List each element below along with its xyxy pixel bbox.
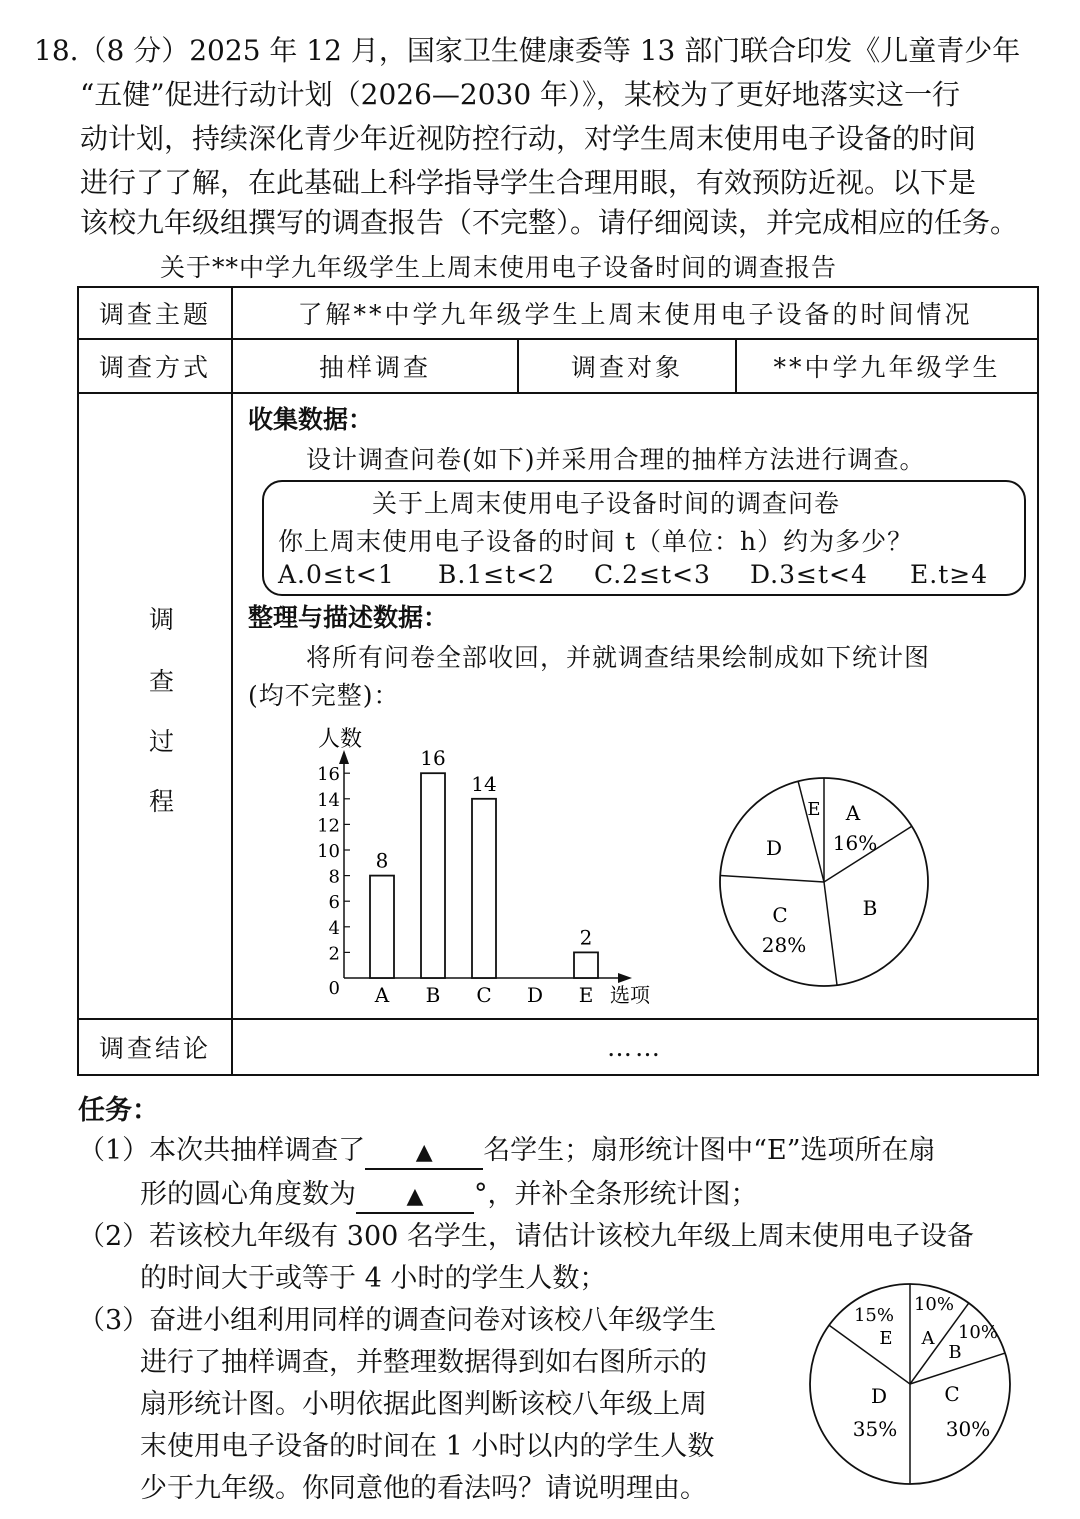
x-tick-label: D [526,983,544,1007]
y-tick-label: 16 [317,764,340,786]
y-tick-label: 14 [317,789,340,811]
topic-label: 调查主题 [78,287,232,339]
option-b: B.1≤t<2 [438,560,556,589]
pie-slice-label-e: E [807,799,821,820]
option-d: D.3≤t<4 [750,560,868,589]
object-label: 调查对象 [518,339,736,393]
task-3-line-4: 末使用电子设备的时间在 1 小时以内的学生人数 [140,1431,715,1462]
pie-slice-percent-c: 30% [945,1417,991,1441]
y-axis-label: 人数 [318,727,363,752]
process-label-char-3: 过 [149,727,175,756]
pie-slice-label-c: C [772,903,788,927]
task-1-text-d: °，并补全条形统计图； [474,1179,758,1210]
y-tick-label: 10 [317,841,340,862]
method-label: 调查方式 [78,339,232,393]
pie-slice-label-c: C [944,1382,960,1406]
process-label-char-4: 程 [149,787,175,816]
method-value: 抽样调查 [232,339,518,393]
bar-value-label: 14 [471,771,497,796]
bar-c [472,799,496,978]
task-3-line-1: （3）奋进小组利用同样的调查问卷对该校八年级学生 [78,1305,717,1336]
y-tick-label: 4 [328,917,340,939]
y-tick-label: 8 [328,866,340,888]
y-tick-label: 6 [328,892,340,914]
y-tick-label: 12 [317,815,340,837]
problem-intro-line-4: 进行了了解，在此基础上科学指导学生合理用眼，有效预防近视。以下是 [80,166,977,199]
x-tick-label: B [425,983,441,1007]
pie-slice-label-a: A [845,801,861,825]
x-axis-label: 选项 [610,983,650,1007]
questionnaire-title: 关于上周末使用电子设备时间的调查问卷 [372,489,841,518]
option-a: A.0≤t<1 [278,560,395,589]
x-tick-label: C [476,983,492,1007]
pie-slice-percent-a: 10% [913,1294,955,1315]
y-tick-label: 0 [328,978,340,999]
bar-a [370,876,394,978]
task-1-blank-1[interactable]: ▲ [365,1138,483,1170]
object-value: **中学九年级学生 [736,339,1038,393]
report-title: 关于**中学九年级学生上周末使用电子设备时间的调查报告 [160,253,838,282]
x-tick-label: E [578,983,594,1007]
pie-slice-percent-c: 28% [761,933,807,957]
task-1-line-1 [78,1128,936,1170]
problem-intro-line-3: 动计划，持续深化青少年近视防控行动，对学生周末使用电子设备的时间 [80,122,977,155]
bar-e [574,952,598,978]
pie-slice-label-e: E [879,1328,893,1349]
process-label-char-2: 查 [149,667,175,696]
y-axis-arrow [339,750,349,764]
bar-b [421,773,445,978]
organize-text-1: 将所有问卷全部收回，并就调查结果绘制成如下统计图 [306,643,931,672]
bar-value-label: 8 [375,848,389,873]
x-tick-label: A [374,983,390,1007]
task-1-text-c: 形的圆心角度数为 [140,1179,356,1210]
bar-value-label: 2 [579,925,593,950]
pie-slice-percent-d: 35% [852,1417,898,1441]
collect-text: 设计调查问卷(如下)并采用合理的抽样方法进行调查。 [306,445,926,474]
task-2-line-1: （2）若该校九年级有 300 名学生，请估计该校九年级上周末使用电子设备 [78,1221,974,1252]
pie-slice-label-b: B [862,896,878,920]
pie-slice-percent-b: 10% [957,1322,999,1343]
option-e: E.t≥4 [910,560,989,589]
conclusion-value: …… [232,1019,1038,1075]
task-2-line-2: 的时间大于或等于 4 小时的学生人数； [140,1263,607,1294]
task-1-text-a: （1）本次共抽样调查了 [78,1135,366,1166]
bar-chart [290,720,670,1020]
task-3-line-3: 扇形统计图。小明依据此图判断该校八年级上周 [140,1389,707,1420]
process-label-cell [78,393,232,1019]
organize-heading: 整理与描述数据： [248,603,449,632]
pie-chart-grade8 [800,1276,1050,1496]
organize-text-2: (均不完整)： [248,681,400,710]
topic-value: 了解**中学九年级学生上周末使用电子设备的时间情况 [232,287,1038,339]
process-label-char-1: 调 [149,605,175,634]
pie-slice-percent-e: 15% [853,1305,895,1326]
y-tick-label: 2 [328,943,340,965]
conclusion-label: 调查结论 [78,1019,232,1075]
pie-chart-grade9 [710,770,950,1010]
task-3-line-2: 进行了抽样调查，并整理数据得到如右图所示的 [140,1347,707,1378]
pie-slice-label-d: D [870,1384,888,1408]
pie-slice-label-a: A [921,1328,935,1349]
x-axis-arrow [618,973,632,983]
task-1-blank-2[interactable]: ▲ [356,1182,474,1214]
tasks-heading: 任务： [78,1095,159,1126]
pie-slice-percent-a: 16% [832,831,878,855]
bar-value-label: 16 [420,746,446,771]
task-3-line-5: 少于九年级。你同意他的看法吗？请说明理由。 [140,1473,707,1504]
collect-heading: 收集数据： [248,405,374,434]
pie-slice-label-d: D [765,836,783,860]
task-1-text-b: 名学生；扇形统计图中“E”选项所在扇 [483,1135,936,1166]
task-1-line-2 [140,1172,758,1214]
questionnaire-question: 你上周末使用电子设备的时间 t（单位：h）约为多少？ [278,527,914,556]
problem-intro-line-1: 18.（8 分）2025 年 12 月，国家卫生健康委等 13 部门联合印发《儿童青少年 [34,34,1021,67]
option-c: C.2≤t<3 [594,560,711,589]
pie-slice-label-b: B [948,1342,962,1363]
problem-intro-line-5: 该校九年级组撰写的调查报告（不完整）。请仔细阅读，并完成相应的任务。 [80,206,1019,239]
problem-intro-line-2: “五健”促进行动计划（2026—2030 年）》，某校为了更好地落实这一行 [80,78,961,111]
